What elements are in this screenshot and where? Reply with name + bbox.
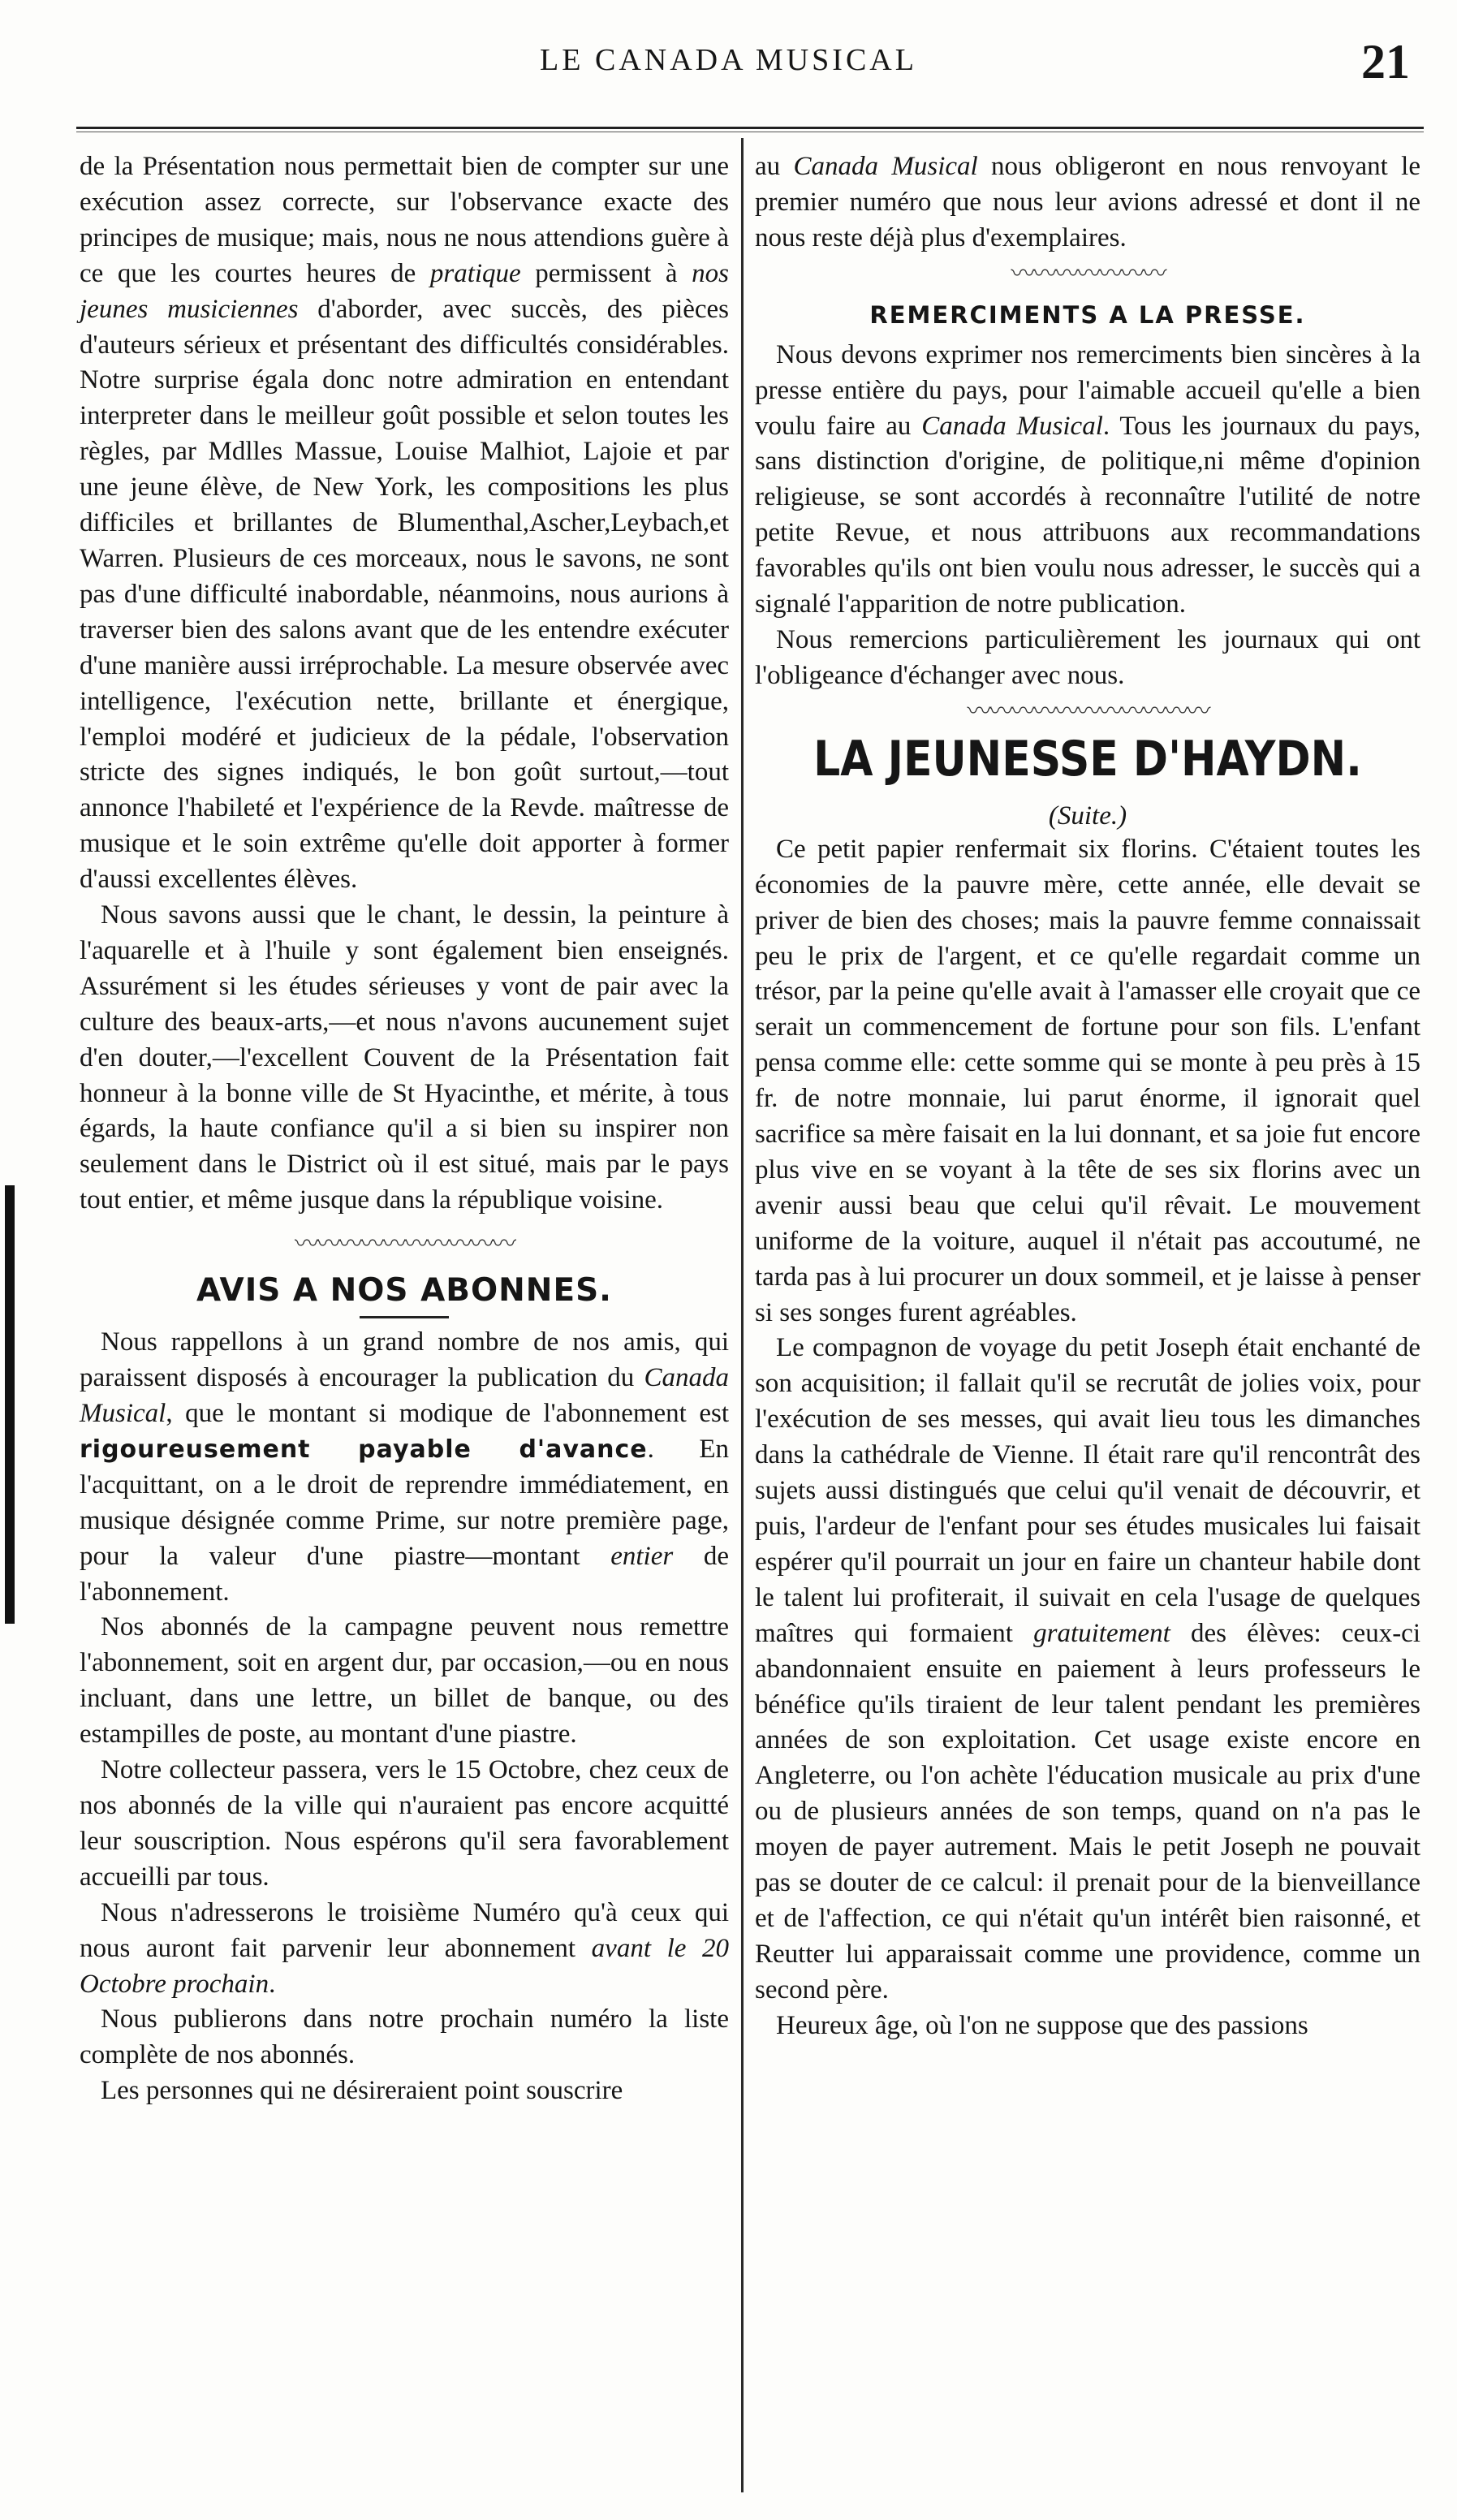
section-separator: 〰〰〰〰〰〰〰: [1011, 260, 1165, 287]
margin-mark: [5, 1185, 15, 1624]
paragraph-renvoi: au Canada Musical nous obligeront en nous renvoyant le premier numéro que nous leur avions adressé et dont il ne nous reste déjà plus d'exemplaires.: [755, 152, 1420, 252]
paragraph-chant-dessin: Nous savons aussi que le chant, le dessin, la peinture à l'aquarelle et à l'huile y sont également bien enseignés. Assurément si les études sérieuses y vont de pair avec la culture des beaux-arts,—et nous n'avons aucunement sujet d'en douter,—l'excellent Couvent de la Présentation fait honneur à la bonne ville de St Hyacinthe, et mérite, à tous égards, la haute confiance qu'il a si bien su inspirer non seulement dans le District où il est situé, mais par le pays tout entier, et même jusque dans la république voisine.: [80, 900, 729, 1215]
section-separator: 〰〰〰〰〰〰〰〰〰〰: [295, 1231, 514, 1258]
paragraph-florins: Ce petit papier renfermait six florins. C'étaient toutes les économies de la pauvre mère, cette année, elle devait se priver de bien des choses; mais la pauvre femme connaissait peu le prix de l'argent, et ce qu'elle regardait comme un trésor, par la peine qu'elle avait à l'amasser elle croyait que ce serait un commencement de fortune pour son fils. L'enfant pensa comme elle: cette somme qui se monte à peu près à 15 fr. de notre monnaie, lui parut énorme, il ignorait quel sacrifice sa mère faisait en la lui donnant, et sa joie fut encore plus vive en se voyant à la tête de ses six florins avec un avenir aussi beau que celui qu'il rêvait. Le mouvement uniforme de la voiture, auquel il n'était pas accoutumé, ne tarda pas à lui procurer un doux sommeil, et je laisse à penser si ses songes furent agréables.: [755, 834, 1420, 1327]
paragraph-troisieme-numero: Nous n'adresserons le troisième Numéro qu'à ceux qui nous auront fait parvenir leur abonnement avant le 20 Octobre prochain.: [80, 1897, 729, 1999]
paragraph-liste-abonnes: Nous publierons dans notre prochain numéro la liste complète de nos abonnés.: [80, 2004, 729, 2070]
paragraph-collecteur: Notre collecteur passera, vers le 15 Octobre, chez ceux de nos abonnés de la ville qui n'auraient pas encore acquitté leur souscription. Nous espérons qu'il sera favorablement accueilli par tous.: [80, 1755, 729, 1892]
avis-heading: AVIS A NOS ABONNES.: [196, 1272, 612, 1310]
paragraph-compagnon: Le compagnon de voyage du petit Joseph était enchanté de son acquisition; il fallait qu'il se recrutât de jolies voix, pour l'exécution de ses messes, qui avait lieu tous les dimanches dans la cathédrale de Vienne. Il était rare qu'il rencontrât des sujets aussi distingués que celui qu'il venait de découvrir, et puis, l'ardeur de l'enfant pour ses études musicales lui faisait espérer qu'il pourrait un jour en faire un chanteur habile dont le talent lui profiterait, il suivait en cela l'usage de quelques maîtres qui formaient gratuitement des élèves: ceux-ci abandonnaient ensuite en paiement à leurs professeurs le bénéfice qu'ils tiraient de leur talent pendant les premières années de son exploitation. Cet usage existe encore en Angleterre, ou l'on achète l'éducation musicale au prix d'une ou de plusieurs années de son temps, quand on n'a pas le moyen de payer autrement. Mais le petit Joseph ne pouvait pas se douter de ce calcul: il prenait pour de la bienveillance et de l'affection, ce qui n'était qu'un intérêt bien raisonné, et Reutter lui apparaissait comme une providence, comme un second père.: [755, 1333, 1420, 2004]
right-column: [755, 149, 1420, 2044]
left-column: [80, 149, 729, 2109]
haydn-heading: LA JEUNESSE D'HAYDN.: [813, 731, 1362, 788]
paragraph-presse: Nous devons exprimer nos remerciments bien sincères à la presse entière du pays, pour l'aimable accueil qu'elle a bien voulu faire au Canada Musical. Tous les journaux du pays, sans distinction d'origine, de politique,ni même d'opinion religieuse, se sont accordés à reconnaître l'utilité de notre petite Revue, et nous attribuons aux recommandations favorables qu'ils ont bien voulu nous adresser, le succès qui a signalé l'apparition de notre publication.: [755, 339, 1421, 619]
paragraph-abonnement: Nous rappellons à un grand nombre de nos amis, qui paraissent disposés à encourager la publication du Canada Musical, que le montant si modique de l'abonnement est rigoureusement payable d'avance. En l'acquittant, on a le droit de reprendre immédiatement, en musique désignée comme Prime, sur notre première page, pour la valeur d'une piastre—montant entier de l'abonnement.: [80, 1327, 729, 1607]
section-separator: 〰〰〰〰〰〰〰〰〰〰〰: [967, 697, 1209, 725]
header-rule: [76, 127, 1424, 129]
page-number: 21: [1361, 35, 1410, 88]
paragraph-campagne: Nos abonnés de la campagne peuvent nous remettre l'abonnement, soit en argent dur, par occasion,—ou en nous incluant, dans une lettre, un billet de banque, ou des estampilles de poste, au montant d'une piastre.: [80, 1612, 729, 1750]
paragraph-presentation: de la Présentation nous permettait bien de compter sur une exécution assez correcte, sur l'observance exacte des principes de musique; mais, nous ne nous attendions guère à ce que les courtes heures de pratique permissent à nos jeunes musiciennes d'aborder, avec succès, des pièces d'auteurs sérieux et présentant des difficultés considérables. Notre surprise égala donc notre admiration en entendant interpreter dans le meilleur goût possible et selon toutes les règles, par Mdlles Massue, Louise Malhiot, Lajoie et par une jeune élève, de New York, les compositions les plus difficiles et brillantes de Blumenthal,Ascher,Leybach,et Warren. Plusieurs de ces morceaux, nous le savons, ne sont pas d'une difficulté inabordable, néanmoins, nous aurions à traverser bien des salons avant que de les entendre exécuter d'une manière aussi irréprochable. La mesure observée avec intelligence, l'exécution nette, brillante et énergique, l'emploi modéré et judicieux de la pédale, l'observation stricte des signes indiqués, le bon goût surtout,—tout annonce l'habileté et l'expérience de la Revde. maîtresse de musique et le soin extrême qu'elle doit apporter à former d'aussi excellentes élèves.: [80, 152, 729, 895]
column-divider: [741, 138, 744, 2492]
paragraph-heureux-age: Heureux âge, où l'on ne suppose que des passions: [776, 2010, 1308, 2040]
haydn-subtitle: (Suite.): [1048, 800, 1127, 831]
paragraph-personnes: Les personnes qui ne désireraient point souscrire: [101, 2076, 623, 2106]
remerciments-heading: REMERCIMENTS A LA PRESSE.: [869, 300, 1306, 329]
running-header: LE CANADA MUSICAL: [540, 43, 917, 77]
paragraph-journaux: Nous remercions particulièrement les journaux qui ont l'obligeance d'échanger avec nous.: [755, 624, 1420, 690]
